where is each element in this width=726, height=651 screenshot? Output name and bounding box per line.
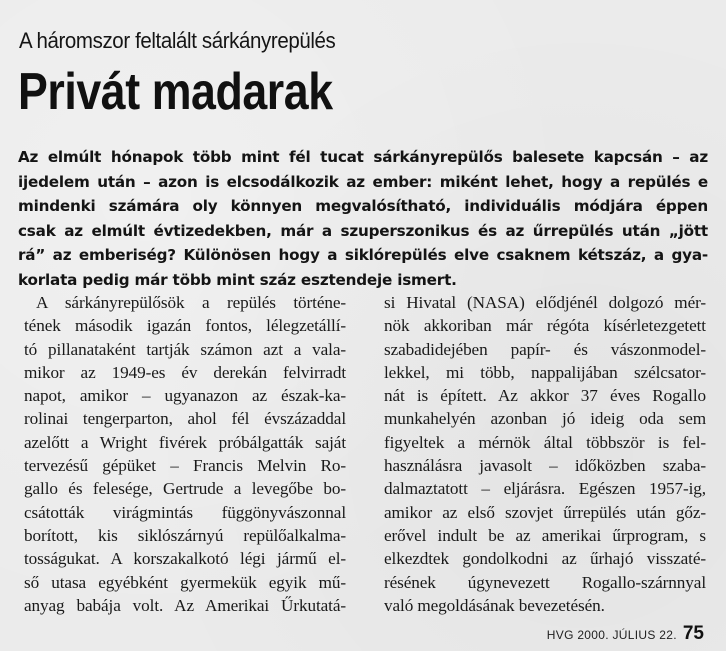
body-line: tó pillanataként tartják számon azt a vala-: [24, 339, 346, 359]
body-line: tének második igazán fontos, lélegzetállí-: [24, 316, 346, 336]
body-line: si Hivatal (NASA) elődjénél dolgozó mér-: [384, 293, 706, 312]
body-line: tosságukat. A korszakalkotó légi jármű el-: [24, 549, 346, 569]
body-line: csátották virágmintás függönyvászonnal: [24, 502, 346, 522]
body-line: szabadidejében papír- és vászonmodel-: [384, 339, 706, 359]
page-footer: [547, 623, 704, 645]
lead-line: csak az elmúlt évtizedekben, már a szuperszonikus és az űrrepülés után „jött: [18, 221, 708, 240]
body-line: lekkel, mi több, nappalijában szélcsator-: [384, 362, 706, 382]
body-line: használásra javasolt – időközben szaba-: [384, 456, 706, 476]
body-line: résének úgynevezett Rogallo-szárnnyal: [384, 572, 706, 592]
body-line: anyag babája volt. Az Amerikai Űrkutatá-: [24, 595, 346, 615]
body-line: tervezésű gépüket – Francis Melvin Ro-: [24, 456, 346, 476]
lead-line: rá” az emberiség? Különösen hogy a siklórepülés elve csaknem kétszáz, a gya-: [18, 246, 708, 264]
body-line: amikor az első szovjet űrrepülés után gőz-: [384, 502, 706, 522]
lead-line: mindenki számára oly könnyen megvalósítható, individuális módjára éppen: [18, 197, 708, 215]
body-line: napot, amikor – ugyanazon az észak-ka-: [24, 386, 346, 406]
article-headline: Privát madarak: [18, 63, 333, 121]
body-line: gallo és felesége, Gertrude a levegőbe bo-: [24, 479, 346, 499]
page-number: 75: [682, 623, 704, 644]
body-line: való megoldásának bevezetésén.: [384, 595, 605, 615]
lead-line: Az elmúlt hónapok több mint fél tucat sárkányrepülős balesete kapcsán – az: [18, 148, 708, 166]
body-line: dalmaztatott – eljárásra. Egészen 1957-ig,: [384, 479, 706, 499]
publication-date: HVG 2000. JÚLIUS 22.: [546, 628, 677, 642]
body-column-right: [384, 291, 706, 617]
body-line: nök akkoriban már régóta kísérletezgetett: [384, 316, 706, 336]
article-lead-paragraph: [18, 145, 708, 292]
lead-line: ijedelem után – azon is elcsodálkozik az ember: miként lehet, hogy a repülés e: [18, 172, 708, 191]
body-line: munkahelyén azonban jó ideig oda sem: [384, 409, 706, 429]
body-line: borított, kis siklószárnyú repülőalkalma-: [24, 525, 346, 545]
body-line: elkezdtek gondolkodni az űrhajó visszaté-: [384, 549, 706, 569]
body-line: azelőtt a Wright fivérek próbálgatták saját: [24, 432, 346, 452]
body-line: A sárkányrepülősök a repülés történe-: [36, 293, 346, 312]
lead-line: korlata pedig már több mint száz esztendeje ismert.: [18, 270, 457, 289]
body-line: figyeltek a mérnök által többször is fel-: [384, 432, 706, 452]
body-line: mikor az 1949-es év derekán felvirradt: [24, 362, 346, 382]
article-kicker: A háromszor feltalált sárkányrepülés: [19, 28, 336, 53]
body-line: rolinai tengerparton, ahol fél évszázaddal: [24, 409, 346, 429]
body-line: erővel indult be az amerikai űrprogram, s: [384, 525, 706, 545]
body-line: ső utasa egyébként gyermekük egyik mű-: [24, 572, 346, 592]
body-line: nát is épített. Az akkor 37 éves Rogallo: [384, 386, 706, 406]
body-column-left: [24, 291, 346, 617]
